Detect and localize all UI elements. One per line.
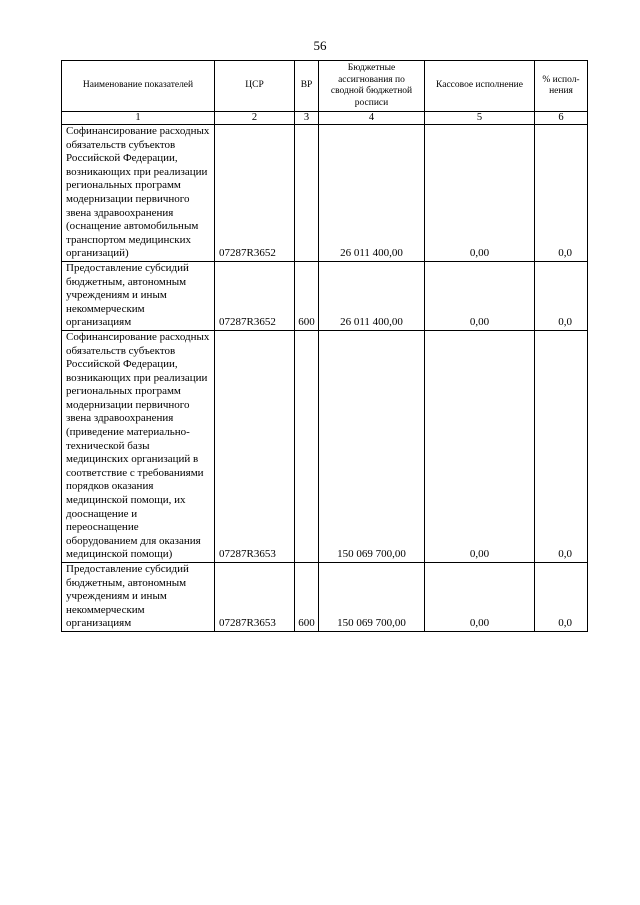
header-execution-percent: % испол-нения <box>535 61 588 112</box>
column-number: 1 <box>62 112 215 125</box>
row-cash-execution: 0,00 <box>425 125 535 262</box>
page-number: 56 <box>313 38 327 53</box>
table-row <box>62 330 588 562</box>
header-indicator-name: Наименование показателей <box>62 61 215 112</box>
column-number-row <box>62 112 588 125</box>
row-budget-allocation: 150 069 700,00 <box>319 330 425 562</box>
column-number: 3 <box>295 112 319 125</box>
row-cash-execution: 0,00 <box>425 563 535 632</box>
row-cash-execution: 0,00 <box>425 261 535 330</box>
column-number: 5 <box>425 112 535 125</box>
table-row <box>62 563 588 632</box>
row-budget-allocation: 26 011 400,00 <box>319 261 425 330</box>
column-number: 6 <box>535 112 588 125</box>
row-cash-execution: 0,00 <box>425 330 535 562</box>
column-number: 2 <box>215 112 295 125</box>
header-budget-allocations: Бюджетные ассигнования по сводной бюджетной росписи <box>319 61 425 112</box>
row-execution-percent: 0,0 <box>535 330 588 562</box>
row-csr-code: 07287R3653 <box>215 330 295 562</box>
row-csr-code: 07287R3653 <box>215 563 295 632</box>
row-execution-percent: 0,0 <box>535 261 588 330</box>
row-vr-code: 600 <box>295 261 319 330</box>
row-execution-percent: 0,0 <box>535 125 588 262</box>
table-header-row <box>62 61 588 112</box>
row-indicator-name: Софинансирование расходных обязательств субъектов Российской Федерации, возникающих при реализации региональных программ модернизации первичного звена здравоохранения (оснащение автомобильным транспортом медицинских организаций) <box>62 125 215 262</box>
row-budget-allocation: 150 069 700,00 <box>319 563 425 632</box>
budget-execution-table <box>61 60 588 632</box>
column-number: 4 <box>319 112 425 125</box>
row-indicator-name: Софинансирование расходных обязательств субъектов Российской Федерации, возникающих при реализации региональных программ модернизации первичного звена здравоохранения (приведение материально-технической базы медицинских организаций в соответствие с требованиями порядков оказания медицинской помощи, их дооснащение и переоснащение оборудованием для оказания медицинской помощи) <box>62 330 215 562</box>
row-vr-code <box>295 125 319 262</box>
table-row <box>62 125 588 262</box>
row-vr-code <box>295 330 319 562</box>
header-cash-execution: Кассовое исполнение <box>425 61 535 112</box>
row-budget-allocation: 26 011 400,00 <box>319 125 425 262</box>
table-row <box>62 261 588 330</box>
header-vr: ВР <box>295 61 319 112</box>
row-indicator-name: Предоставление субсидий бюджетным, автономным учреждениям и иным некоммерческим организациям <box>62 261 215 330</box>
header-csr: ЦСР <box>215 61 295 112</box>
row-vr-code: 600 <box>295 563 319 632</box>
row-execution-percent: 0,0 <box>535 563 588 632</box>
row-indicator-name: Предоставление субсидий бюджетным, автономным учреждениям и иным некоммерческим организациям <box>62 563 215 632</box>
row-csr-code: 07287R3652 <box>215 261 295 330</box>
row-csr-code: 07287R3652 <box>215 125 295 262</box>
